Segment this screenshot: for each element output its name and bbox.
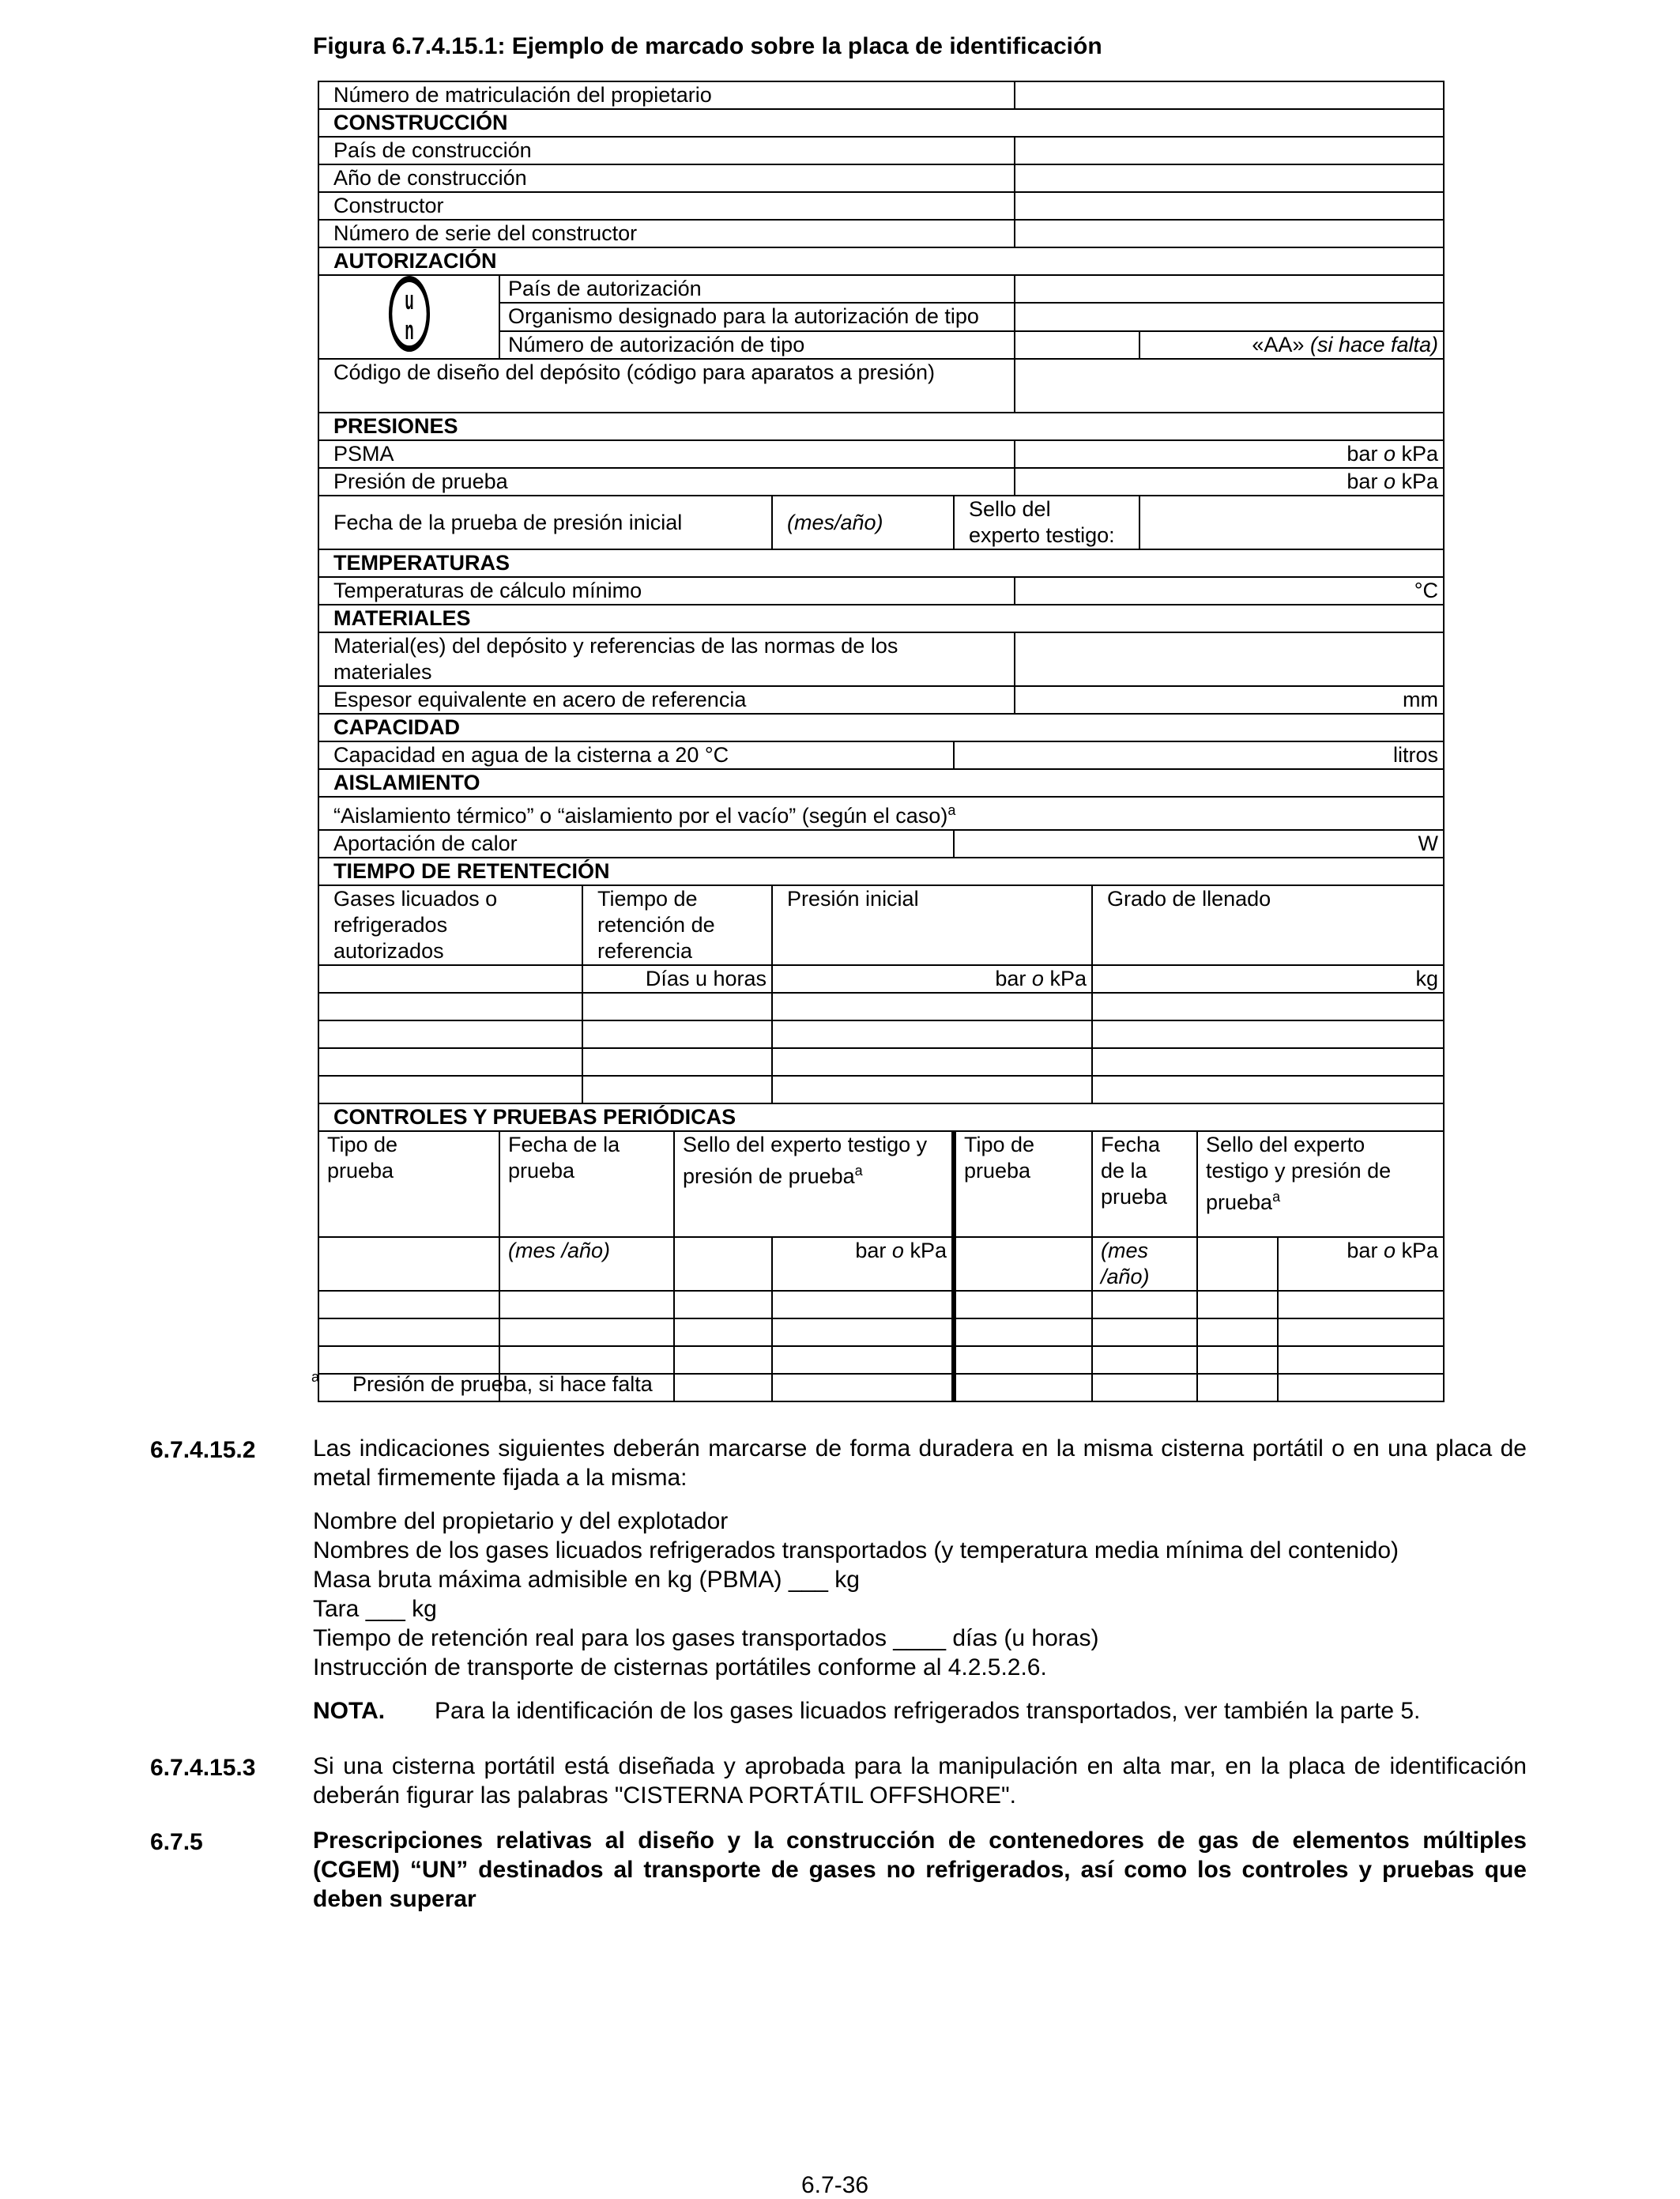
section-number-6-7-4-15-3: 6.7.4.15.3 [150, 1755, 256, 1781]
ano-construccion-label: Año de construcción [318, 164, 1015, 192]
gases-header: Gases licuados o refrigerados autorizados [318, 885, 582, 965]
pais-construccion-value [1015, 137, 1444, 164]
controles-empty-row [318, 1318, 1444, 1346]
sello-experto-value [1139, 496, 1444, 549]
pais-construccion-label: País de construcción [318, 137, 1015, 164]
section-heading-6-7-5: Prescripciones relativas al diseño y la construcción de contenedores de gas de elementos múltiples (CGEM) “UN” destinados al transporte de gases no refrigerados, así como los controles y pruebas que deben superar [313, 1827, 1527, 1912]
controles-unit-mes-2: (mes /año) [1092, 1237, 1197, 1291]
retencion-empty-row [318, 1076, 1444, 1103]
grado-llenado-header: Grado de llenado [1092, 885, 1444, 965]
marking-item: Instrucción de transporte de cisternas portátiles conforme al 4.2.5.2.6. [313, 1654, 1047, 1680]
fecha-prueba-mes-ano: (mes/año) [772, 496, 954, 549]
capacidad-label: Capacidad en agua de la cisterna a 20 °C [318, 741, 954, 769]
section-materiales: MATERIALES [318, 605, 1444, 632]
organismo-value [1015, 303, 1444, 330]
section-retencion: TIEMPO DE RETENTECIÓN [318, 858, 1444, 885]
retencion-unit-dias: Días u horas [582, 965, 772, 993]
numero-autorizacion-value [1015, 331, 1139, 359]
sello-experto-label: Sello del experto testigo: [954, 496, 1139, 549]
section-capacidad: CAPACIDAD [318, 714, 1444, 741]
retencion-unit-gases [318, 965, 582, 993]
un-logo-n: n [404, 315, 414, 345]
codigo-diseno-value [1015, 359, 1444, 413]
owner-registration-value [1015, 81, 1444, 109]
footnote-mark: a [311, 1369, 320, 1385]
espesor-label: Espesor equivalente en acero de referencia [318, 686, 1015, 714]
fecha-prueba-header-1: Fecha de la prueba [499, 1131, 674, 1237]
numero-autorizacion-label: Número de autorización de tipo [499, 331, 1015, 359]
controles-empty-row [318, 1291, 1444, 1318]
organismo-label: Organismo designado para la autorización de tipo [499, 303, 1015, 330]
pais-autorizacion-label: País de autorización [499, 275, 1015, 303]
pais-autorizacion-value [1015, 275, 1444, 303]
controles-unit-bar-1: bar o kPa [772, 1237, 954, 1291]
section-number-6-7-5: 6.7.5 [150, 1829, 203, 1855]
retencion-empty-row [318, 1020, 1444, 1048]
controles-unit-blank-2 [1197, 1237, 1278, 1291]
aa-note: (si hace falta) [1309, 332, 1439, 356]
tipo-prueba-header-2: Tipo de prueba [954, 1131, 1092, 1237]
retencion-unit-kg: kg [1092, 965, 1444, 993]
presion-inicial-header: Presión inicial [772, 885, 1092, 965]
aa-cell [1139, 331, 1444, 359]
numero-serie-value [1015, 220, 1444, 247]
controles-empty-row [318, 1346, 1444, 1374]
owner-registration-label: Número de matriculación del propietario [318, 81, 1015, 109]
section-number-6-7-4-15-2: 6.7.4.15.2 [150, 1437, 256, 1463]
retencion-empty-row [318, 993, 1444, 1020]
page-number: 6.7-36 [801, 2172, 869, 2198]
constructor-value [1015, 192, 1444, 220]
temp-calculo-label: Temperaturas de cálculo mínimo [318, 577, 1015, 605]
psma-label: PSMA [318, 440, 1015, 468]
section-body-6-7-4-15-2 [313, 1434, 1527, 1726]
section-aislamiento: AISLAMIENTO [318, 769, 1444, 797]
capacidad-unit: litros [954, 741, 1444, 769]
section-construccion: CONSTRUCCIÓN [318, 109, 1444, 137]
psma-unit: bar o kPa [1015, 440, 1444, 468]
note-label: NOTA. [313, 1698, 386, 1724]
controles-unit-tipo-2 [954, 1237, 1092, 1291]
section-intro: Las indicaciones siguientes deberán marcarse de forma duradera en la misma cisterna portátil o en una placa de metal firmemente fijada a la misma: [313, 1435, 1527, 1491]
fecha-prueba-label: Fecha de la prueba de presión inicial [318, 496, 772, 549]
footnote [311, 1369, 653, 1398]
retencion-empty-row [318, 1048, 1444, 1076]
controles-unit-bar-2: bar o kPa [1278, 1237, 1444, 1291]
section-body-6-7-4-15-3: Si una cisterna portátil está diseñada y aprobada para la manipulación en alta mar, en la placa de identificación deberán figurar las palabras "CISTERNA PORTÁTIL OFFSHORE". [313, 1753, 1527, 1809]
marking-item: Tiempo de retención real para los gases transportados ____ días (u horas) [313, 1625, 1099, 1651]
note-text: Para la identificación de los gases licuados refrigerados transportados, ver también la parte 5. [435, 1698, 1421, 1724]
marking-item: Nombres de los gases licuados refrigerados transportados (y temperatura media mínima del contenido) [313, 1537, 1399, 1563]
sello-prueba-header-1: Sello del experto testigo y presión de prueba$^a$ [674, 1131, 954, 1237]
materiales-value [1015, 632, 1444, 686]
controles-unit-mes-1: (mes /año) [499, 1237, 674, 1291]
footnote-text: Presión de prueba, si hace falta [352, 1372, 653, 1396]
section-temperaturas: TEMPERATURAS [318, 549, 1444, 577]
marking-item: Nombre del propietario y del explotador [313, 1508, 729, 1534]
aa-label: «AA» [1252, 332, 1305, 356]
constructor-label: Constructor [318, 192, 1015, 220]
codigo-diseno-label: Código de diseño del depósito (código para aparatos a presión) [318, 359, 1015, 413]
un-logo-u: u [404, 284, 414, 315]
un-packaging-symbol-icon [370, 276, 449, 352]
note [313, 1696, 1527, 1726]
controles-unit-tipo-1 [318, 1237, 499, 1291]
identification-plate-table [318, 81, 1445, 1402]
figure-title: Figura 6.7.4.15.1: Ejemplo de marcado sobre la placa de identificación [313, 33, 1102, 59]
tipo-prueba-header-1: Tipo de prueba [318, 1131, 499, 1237]
marking-item: Tara ___ kg [313, 1596, 437, 1622]
section-controles: CONTROLES Y PRUEBAS PERIÓDICAS [318, 1103, 1444, 1131]
aportacion-label: Aportación de calor [318, 830, 954, 858]
espesor-unit: mm [1015, 686, 1444, 714]
retencion-unit-presion: bar o kPa [772, 965, 1092, 993]
ano-construccion-value [1015, 164, 1444, 192]
tiempo-ref-header: Tiempo de retención de referencia [582, 885, 772, 965]
presion-prueba-unit: bar o kPa [1015, 468, 1444, 496]
fecha-prueba-header-2: Fecha de la prueba [1092, 1131, 1197, 1237]
aportacion-unit: W [954, 830, 1444, 858]
presion-prueba-label: Presión de prueba [318, 468, 1015, 496]
controles-unit-blank-1 [674, 1237, 772, 1291]
marking-list [313, 1507, 1527, 1682]
section-autorizacion: AUTORIZACIÓN [318, 247, 1444, 275]
section-presiones: PRESIONES [318, 413, 1444, 440]
marking-item: Masa bruta máxima admisible en kg (PBMA) ___ kg [313, 1567, 860, 1593]
aislamiento-label: “Aislamiento térmico” o “aislamiento por el vacío” (según el caso)$^a$ [318, 797, 1444, 830]
temp-calculo-unit: °C [1015, 577, 1444, 605]
sello-prueba-header-2: Sello del experto testigo y presión de prueba$^a$ [1197, 1131, 1444, 1237]
numero-serie-label: Número de serie del constructor [318, 220, 1015, 247]
un-logo-cell [318, 275, 499, 359]
materiales-label: Material(es) del depósito y referencias de las normas de los materiales [318, 632, 1015, 686]
